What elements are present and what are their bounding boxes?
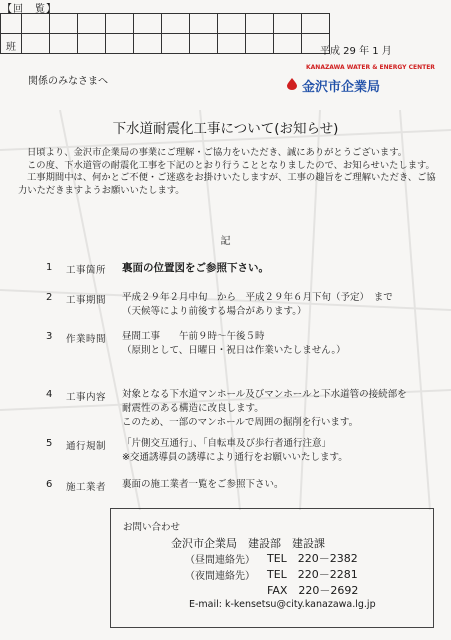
item-content [122,330,346,358]
stamp-cell [246,34,274,54]
contact-email: E-mail: k-kensetsu@city.kanazawa.lg.jp [189,599,376,610]
item-content [122,291,393,319]
issue-date: 平成 29 年 1 月 [320,46,392,57]
contact-heading: お問い合わせ [123,522,181,533]
stamp-cell [134,34,162,54]
item-line: ※交通誘導員の誘導により通行をお願いいたします。 [122,452,348,463]
item-label: 工事期間 [66,295,107,306]
day-phone: TEL 220－2382 [267,552,358,565]
logo-org-name: 金沢市企業局 [302,80,381,95]
item-line: 裏面の施工業者一覧をご参照下さい。 [122,479,284,490]
stamp-cell [22,14,50,34]
circulation-box [0,0,336,54]
stamp-cell [50,34,78,54]
item-number: 4 [46,389,53,400]
item-line: （原則として、日曜日・祝日は作業いたしません。） [122,345,346,356]
item-label: 作業時間 [66,334,107,345]
item-label: 施工業者 [66,482,107,493]
item-number: 5 [46,438,53,449]
stamp-cell [274,34,302,54]
item-label: 通行規制 [66,441,107,452]
item-line: 裏面の位置図をご参照下さい。 [122,262,269,274]
item-line: 平成２９年２月中旬 から 平成２９年６月下旬（予定） まで [122,292,393,303]
intro-paragraph: この度、下水道管の耐震化工事を下記のとおり行うこととなりましたので、お知らせいたします。 [27,159,435,171]
stamp-cell [1,14,22,34]
item-line: このため、一部のマンホールで周囲の掘削を行います。 [122,417,359,428]
water-drop-icon [286,78,298,90]
addressee: 関係のみなさまへ [28,76,108,87]
stamp-cell [22,34,50,54]
item-number: 3 [46,331,53,342]
ki-heading: 記 [220,236,231,247]
row-label: 班 [1,34,22,54]
stamp-cell [78,14,106,34]
stamp-cell [274,14,302,34]
bureau-logo [286,64,435,102]
night-phone: TEL 220－2281 [267,568,358,581]
intro-paragraph: 工事期間中は、何かとご不便・ご迷惑をお掛けいたしますが、工事の趣旨をご理解いただき、ご協力いただきますようお願いいたします。 [18,172,436,196]
item-line: 「片側交互通行」、「自転車及び歩行者通行注意」 [122,438,332,449]
item-number: 1 [46,262,53,273]
item-line: 対象となる下水道マンホール及びマンホールと下水道管の接続部を [122,389,407,400]
stamp-cell [190,14,218,34]
item-line: 昼間工事 午前９時～午後５時 [122,331,265,342]
stamp-cell [218,14,246,34]
item-label: 工事内容 [66,392,107,403]
stamp-cell [218,34,246,54]
stamp-cell [50,14,78,34]
stamp-cell [106,14,134,34]
stamp-cell [190,34,218,54]
item-number: 6 [46,479,53,490]
contact-org: 金沢市企業局 建設部 建設課 [171,537,325,550]
item-content [122,261,269,275]
item-content [122,478,284,492]
stamp-cell [162,14,190,34]
item-content [122,388,407,430]
item-line: （天候等により前後する場合があります。） [122,306,307,317]
contact-box [110,508,434,628]
item-label: 工事箇所 [66,265,107,276]
stamp-grid [0,13,330,54]
stamp-cell [106,34,134,54]
stamp-cell [246,14,274,34]
stamp-cell [78,34,106,54]
day-contact-label: （昼間連絡先） [185,555,255,566]
item-number: 2 [46,292,53,303]
intro-text [18,147,436,197]
item-line: 耐震性のある構造に改良します。 [122,403,264,414]
circulation-header: 【回 覧】 [2,4,57,15]
night-contact-label: （夜間連絡先） [185,571,255,582]
intro-paragraph: 日頃より、金沢市企業局の事業にご理解・ご協力をいただき、誠にありがとうございます。 [27,147,408,158]
logo-tagline: KANAZAWA WATER & ENERGY CENTER [306,64,435,71]
stamp-cell [162,34,190,54]
stamp-cell [302,14,330,34]
page-title: 下水道耐震化工事について(お知らせ) [112,121,339,137]
stamp-cell [134,14,162,34]
item-content [122,437,348,465]
fax-number: FAX 220－2692 [267,584,359,597]
